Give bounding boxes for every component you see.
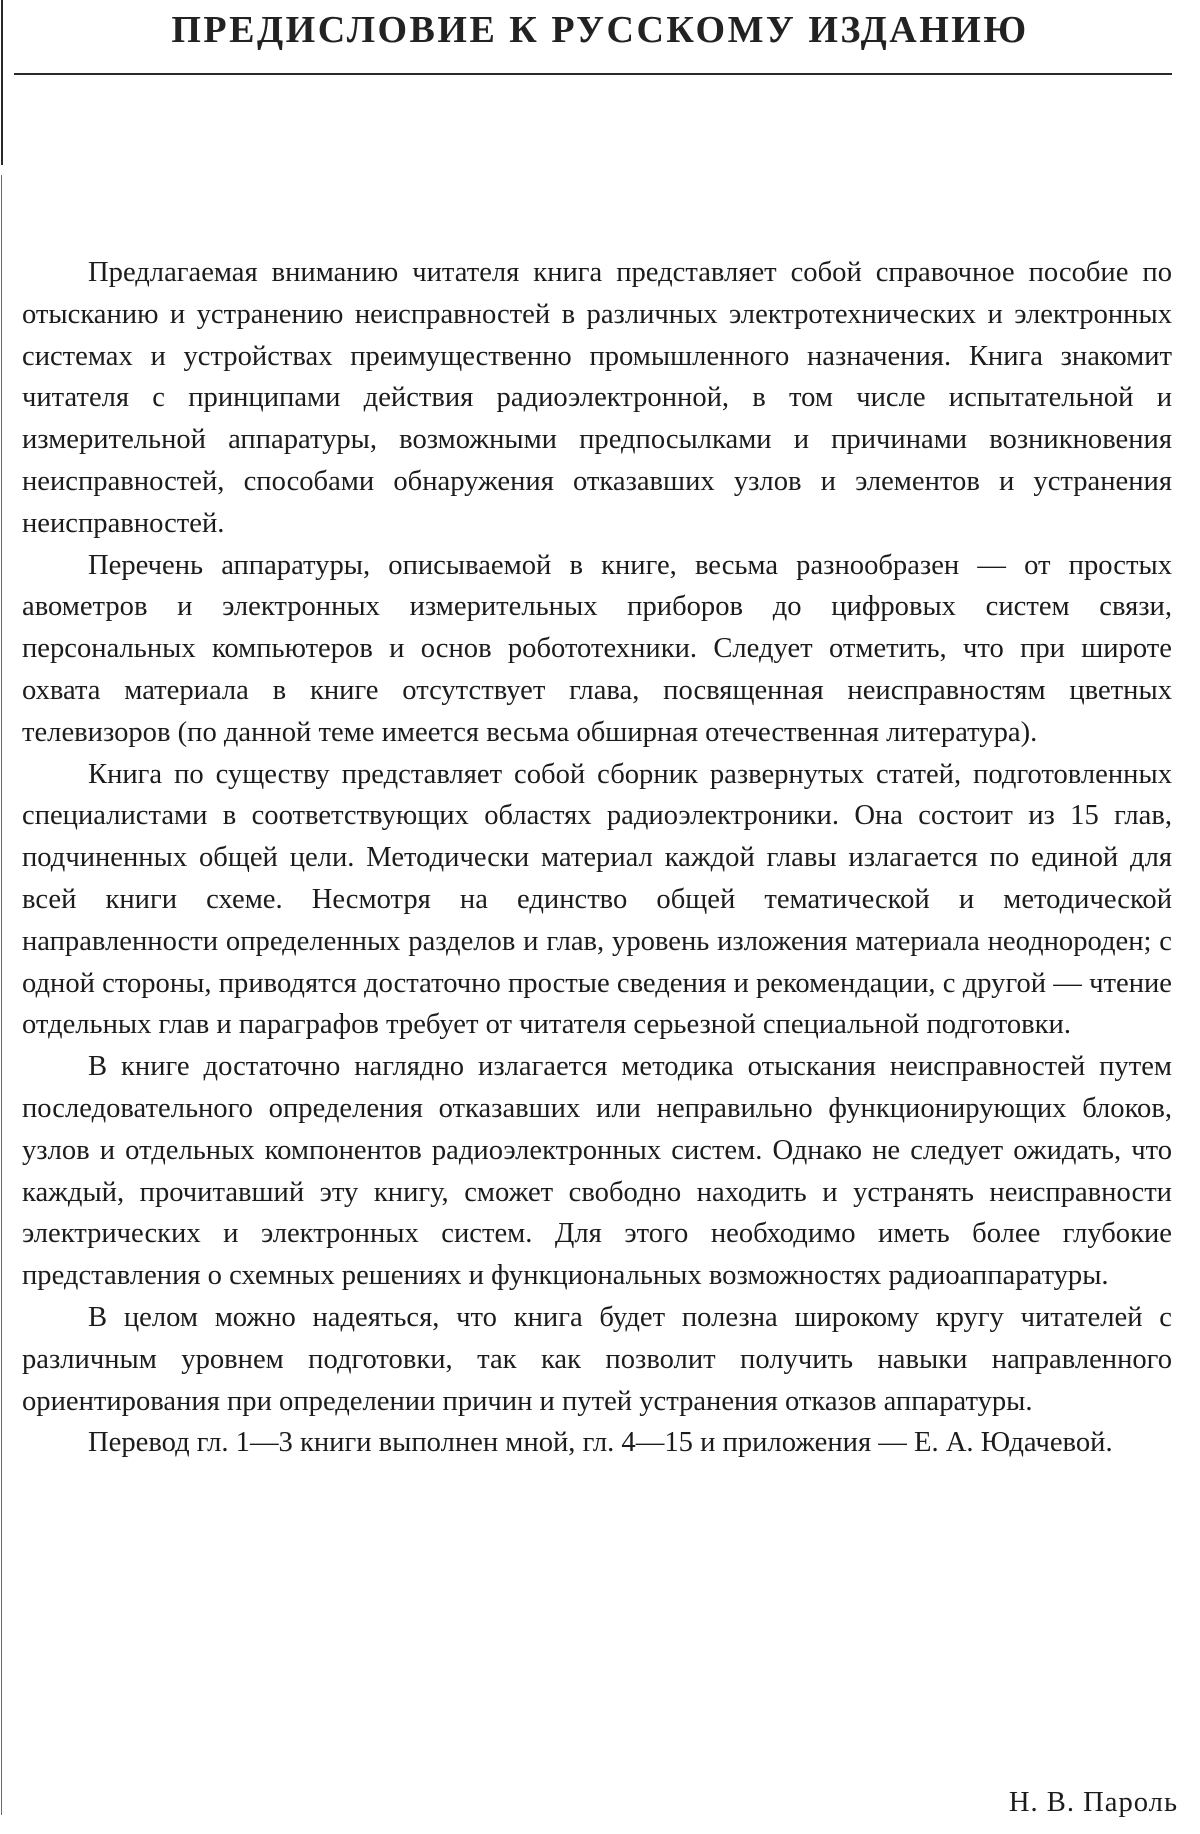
paragraph-4: В книге достаточно наглядно излагается методика отыскания неисправностей путем последовательного определения отказавших или неправильно функционирующих блоков, узлов и отдельных компонентов радиоэлектронных систем. Однако не следует ожидать, что каждый, прочитавший эту книгу, сможет свободно находить и устранять неисправности электрических и электронных систем. Для этого необходимо иметь более глубокие представления о схемных решениях и функциональных возможностях радиоаппаратуры. bbox=[22, 1051, 1172, 1292]
left-margin-edge bbox=[1, 175, 2, 1815]
paragraph-1: Предлагаемая вниманию читателя книга представляет собой справочное пособие по отысканию и устранению неисправностей в различных электротехнических и электронных системах и устройствах преимущественно промышленного назначения. Книга знакомит читателя с принципами действия радиоэлектронной, в том числе испытательной и измерительной аппаратуры, возможными предпосылками и причинами возникновения неисправностей, способами обнаружения отказавших узлов и элементов и устранения неисправностей. bbox=[22, 257, 1172, 539]
author-signature: Н. В. Пароль bbox=[1008, 1787, 1178, 1818]
paragraph-3: Книга по существу представляет собой сборник развернутых статей, подготовленных специалистами в соответствующих областях радиоэлектроники. Она состоит из 15 глав, подчиненных общей цели. Методически материал каждой главы излагается по единой для всей книги схеме. Несмотря на единство общей тематической и методической направленности определенных разделов и глав, уровень изложения материала неоднороден; с одной стороны, приводятся достаточно простые сведения и рекомендации, с другой — чтение отдельных глав и параграфов требует от читателя серьезной специальной подготовки. bbox=[22, 758, 1172, 1041]
title-underline bbox=[14, 73, 1172, 75]
paragraph-6: Перевод гл. 1—3 книги выполнен мной, гл. 4—15 и приложения — Е. А. Юдачевой. bbox=[88, 1427, 1113, 1459]
page-title: ПРЕДИСЛОВИЕ К РУССКОМУ ИЗДАНИЮ bbox=[171, 9, 1029, 51]
paragraph-2: Перечень аппаратуры, описываемой в книге, весьма разнообразен — от простых авометров и электронных измерительных приборов до цифровых систем связи, персональных компьютеров и основ робототехники. Следует отметить, что при широте охвата материала в книге отсутствует глава, посвященная неисправностям цветных телевизоров (по данной теме имеется весьма обширная отечественная литература). bbox=[22, 549, 1172, 748]
preface-body bbox=[22, 252, 1172, 1464]
paragraph-5: В целом можно надеяться, что книга будет полезна широкому кругу читателей с различным уровнем подготовки, так как позволит получить навыки направленного ориентирования при определении причин и путей устранения отказов аппаратуры. bbox=[22, 1301, 1172, 1417]
